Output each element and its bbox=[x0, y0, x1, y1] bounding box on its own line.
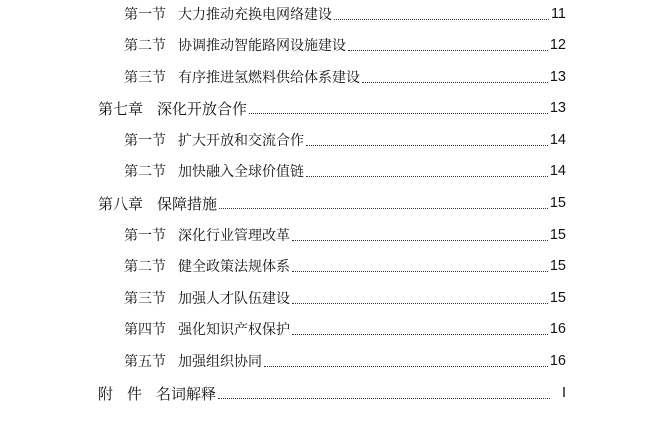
toc-entry[interactable] bbox=[124, 34, 566, 56]
entry-title: 加快融入全球价值链 bbox=[178, 164, 304, 180]
section-number: 第二节 bbox=[124, 259, 166, 275]
page-number: 15 bbox=[549, 227, 566, 243]
dot-leader bbox=[334, 19, 549, 20]
entry-title: 大力推动充换电网络建设 bbox=[178, 7, 332, 23]
page-number: 15 bbox=[549, 195, 566, 211]
dot-leader bbox=[306, 176, 548, 177]
entry-title: 名词解释 bbox=[156, 384, 217, 403]
section-number: 第三节 bbox=[124, 291, 166, 307]
dot-leader bbox=[306, 145, 548, 146]
entry-title: 扩大开放和交流合作 bbox=[178, 133, 304, 149]
toc-entry[interactable] bbox=[124, 160, 566, 182]
page-number: 14 bbox=[549, 132, 566, 148]
section-number: 第一节 bbox=[124, 228, 166, 244]
dot-leader bbox=[362, 82, 548, 83]
toc-entry[interactable] bbox=[124, 3, 566, 25]
toc-entry[interactable] bbox=[124, 129, 566, 151]
entry-title: 加强人才队伍建设 bbox=[178, 291, 290, 307]
section-number: 第五节 bbox=[124, 354, 166, 370]
page-number: 14 bbox=[549, 163, 566, 179]
section-number: 第一节 bbox=[124, 7, 166, 23]
chapter-number: 第八章 bbox=[98, 194, 144, 213]
dot-leader bbox=[264, 366, 548, 367]
section-number: 第四节 bbox=[124, 322, 166, 338]
section-number: 第三节 bbox=[124, 70, 166, 86]
dot-leader bbox=[218, 398, 550, 399]
dot-leader bbox=[292, 240, 548, 241]
toc-entry[interactable] bbox=[124, 350, 566, 372]
dot-leader bbox=[348, 50, 548, 51]
section-number: 第二节 bbox=[124, 164, 166, 180]
entry-title: 加强组织协同 bbox=[178, 354, 262, 370]
page-number: 16 bbox=[549, 353, 566, 369]
toc-entry[interactable] bbox=[98, 192, 566, 214]
toc-entry[interactable] bbox=[124, 66, 566, 88]
entry-title: 保障措施 bbox=[157, 194, 218, 213]
appendix-label: 附件 bbox=[98, 384, 157, 403]
dot-leader bbox=[292, 303, 548, 304]
toc-entry[interactable] bbox=[98, 382, 566, 404]
entry-title: 深化开放合作 bbox=[157, 99, 248, 118]
entry-title: 协调推动智能路网设施建设 bbox=[178, 38, 346, 54]
entry-title: 深化行业管理改革 bbox=[178, 228, 290, 244]
page-number: 13 bbox=[549, 100, 566, 116]
page-number: I bbox=[561, 385, 566, 401]
page-number: 11 bbox=[550, 6, 566, 22]
dot-leader bbox=[292, 334, 548, 335]
toc-entry[interactable] bbox=[124, 287, 566, 309]
toc-entry[interactable] bbox=[98, 97, 566, 119]
toc-entry[interactable] bbox=[124, 318, 566, 340]
page-number: 13 bbox=[549, 69, 566, 85]
toc-entry[interactable] bbox=[124, 224, 566, 246]
section-number: 第一节 bbox=[124, 133, 166, 149]
dot-leader bbox=[219, 208, 548, 209]
page-number: 12 bbox=[549, 37, 566, 53]
entry-title: 有序推进氢燃料供给体系建设 bbox=[178, 70, 360, 86]
page-number: 15 bbox=[549, 290, 566, 306]
toc-entry[interactable] bbox=[124, 255, 566, 277]
section-number: 第二节 bbox=[124, 38, 166, 54]
dot-leader bbox=[292, 271, 548, 272]
entry-title: 健全政策法规体系 bbox=[178, 259, 290, 275]
chapter-number: 第七章 bbox=[98, 99, 144, 118]
entry-title: 强化知识产权保护 bbox=[178, 322, 290, 338]
page-number: 15 bbox=[549, 258, 566, 274]
page-number: 16 bbox=[549, 321, 566, 337]
dot-leader bbox=[249, 113, 548, 114]
